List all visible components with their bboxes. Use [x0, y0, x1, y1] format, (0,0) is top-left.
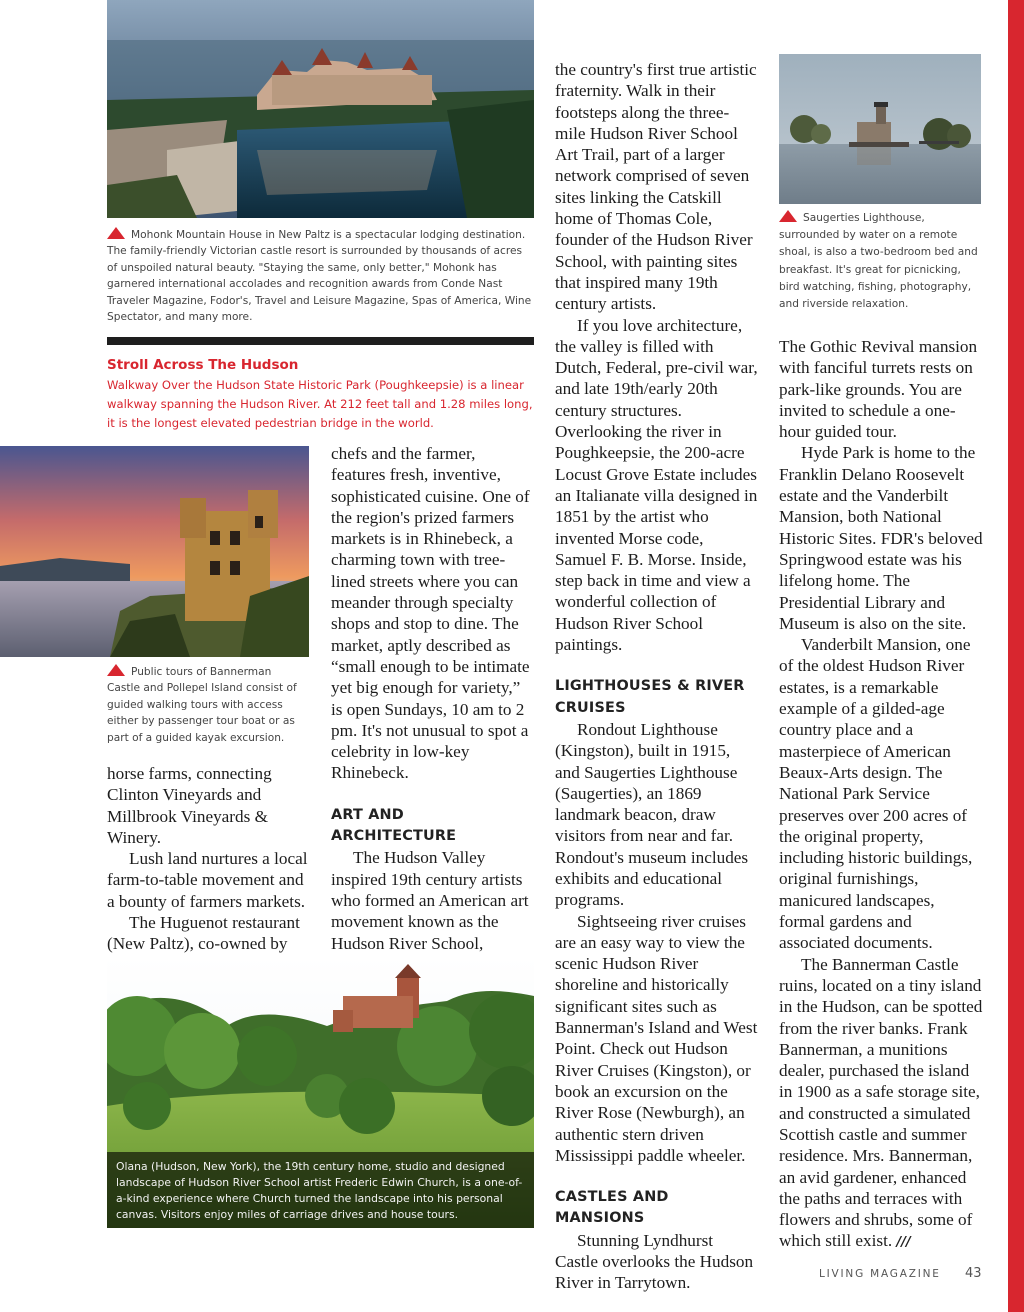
paragraph: Sightseeing river cruises are an easy way to view the scenic Hudson River shoreline and historically significant sites such as Bannerman's Island and West Point. Check out Hudson River Cruises (Kingston), or book an excursion on the River Rose (Newburgh), an authentic stern driven Mississippi paddle wheeler.: [555, 911, 758, 1165]
saugerties-lighthouse-photo: [779, 54, 981, 204]
section-heading-lighthouses: LIGHTHOUSES & RIVER CRUISES: [555, 678, 745, 716]
folio-magazine-name: LIVING MAGAZINE: [819, 1268, 941, 1280]
paragraph: chefs and the farmer, features fresh, inventive, sophisticated cuisine. One of the region's prized farmers markets is in Rhinebeck, a charming town with tree-lined streets where you can meander through specialty shops and stop to dine. The market, aptly described as “small enough to be intimate yet big enough for variety,” is open Sundays, 10 am to 2 pm. It's not unusual to spot a celebrity in low-key Rhinebeck.: [331, 444, 530, 783]
mohonk-mountain-house-photo: [107, 0, 534, 218]
sidebar-text: Walkway Over the Hudson State Historic Park (Poughkeepsie) is a linear walkway spanning the Hudson River. At 212 feet tall and 1.28 miles long, it is the longest elevated pedestrian bridge in the world.: [107, 378, 533, 430]
column-2-text: [331, 443, 534, 954]
column-4-text: [779, 336, 984, 1254]
olana-caption: Olana (Hudson, New York), the 19th century home, studio and designed landscape of Hudson River School artist Frederic Edwin Church, is a one-of-a-kind experience where Church turned the landscape into his personal canvas. Visitors enjoy miles of carriage drives and house tours.: [116, 1160, 523, 1221]
page-edge-bar: [1008, 0, 1024, 1312]
bannerman-caption: Public tours of Bannerman Castle and Pollepel Island consist of guided walking tours with access either by passenger tour boat or as part of a guided kayak excursion.: [107, 666, 297, 744]
paragraph: If you love architecture, the valley is filled with Dutch, Federal, pre-civil war, and late 19th/early 20th century structures. Overlooking the river in Poughkeepsie, the 200-acre Locust Grove Estate includes an Italianate villa designed in 1851 by the artist who invented Morse code, Samuel F. B. Morse. Inside, step back in time and view a wonderful collection of Hudson River School paintings.: [555, 315, 758, 655]
column-1-text: [107, 763, 312, 976]
paragraph: Lush land nurtures a local farm-to-table movement and a bounty of farmers markets.: [107, 849, 308, 911]
sidebar-title: Stroll Across The Hudson: [107, 357, 299, 373]
spacer: [331, 784, 534, 805]
paragraph: The Huguenot restaurant (New Paltz), co-owned by: [107, 913, 300, 954]
section-heading-castles: CASTLES AND MANSIONS: [555, 1189, 669, 1227]
page-number: 43: [965, 1266, 982, 1281]
sidebar-rule: [107, 337, 534, 345]
section-heading-art-and-architecture: ART AND ARCHITECTURE: [331, 806, 457, 845]
mohonk-caption: Mohonk Mountain House in New Paltz is a spectacular lodging destination. The family-friendly Victorian castle resort is surrounded by thousands of acres of unspoiled natural beauty. "Staying the same, only better," Mohonk has garnered international accolades and recognition awards from Conde Nast Traveler Magazine, Fodor's, Travel and Leisure Magazine, Spas of America, Wine Spectator, and many more.: [107, 229, 532, 324]
paragraph: Stunning Lyndhurst Castle overlooks the Hudson River in Tarrytown.: [555, 1230, 754, 1293]
paragraph: Rondout Lighthouse (Kingston), built in 1915, and Saugerties Lighthouse (Saugerties), an 1869 landmark beacon, draw visitors from near and far. Rondout's museum includes exhibits and educational programs.: [555, 719, 749, 910]
paragraph: the country's first true artistic fraternity. Walk in their footsteps along the three-mile Hudson River School Art Trail, part of a larger network comprised of seven sites linking the Catskill home of Thomas Cole, founder of the Hudson River School, with painting sites that inspired many 19th century artists.: [555, 60, 757, 314]
saugerties-caption: Saugerties Lighthouse, surrounded by water on a remote shoal, is also a two-bedroom bed and breakfast. It's great for picnicking, bird watching, fishing, photography, and riverside relaxation.: [779, 212, 978, 311]
paragraph: Vanderbilt Mansion, one of the oldest Hudson River estates, is a remarkable example of a gilded-age country place and a masterpiece of American Beaux-Arts design. The National Park Service preserves over 200 acres of the original property, including historic buildings, original furnishings, manicured landscapes, formal gardens and associated documents.: [779, 635, 973, 953]
paragraph: The Hudson Valley inspired 19th century artists who formed an American art movement known as the Hudson River School,: [331, 848, 529, 953]
red-triangle-icon: [779, 210, 797, 222]
red-triangle-icon: [107, 664, 125, 676]
paragraph: The Bannerman Castle ruins, located on a tiny island in the Hudson, can be spotted from the river banks. Frank Bannerman, a munitions dealer, purchased the island in 1900 as a safe storage site, and constructed a simulated Scottish castle and summer residence. Mrs. Bannerman, an avid gardener, enhanced the paths and terraces with flowers and shrubs, some of which still exist. ///: [779, 954, 983, 1251]
paragraph: horse farms, connecting Clinton Vineyards and Millbrook Vineyards & Winery.: [107, 764, 272, 847]
end-mark: ///: [896, 1235, 911, 1251]
spacer: [555, 1166, 758, 1187]
paragraph: Hyde Park is home to the Franklin Delano Roosevelt estate and the Vanderbilt Mansion, both National Historic Sites. FDR's beloved Springwood estate was his lifelong home. The Presidential Library and Museum is also on the site.: [779, 443, 983, 633]
bannerman-castle-photo: [0, 446, 309, 657]
column-3-text: [555, 59, 758, 1294]
paragraph: The Gothic Revival mansion with fanciful turrets rests on park-like grounds. You are invited to schedule a one-hour guided tour.: [779, 337, 978, 442]
spacer: [555, 655, 758, 676]
red-triangle-icon: [107, 227, 125, 239]
